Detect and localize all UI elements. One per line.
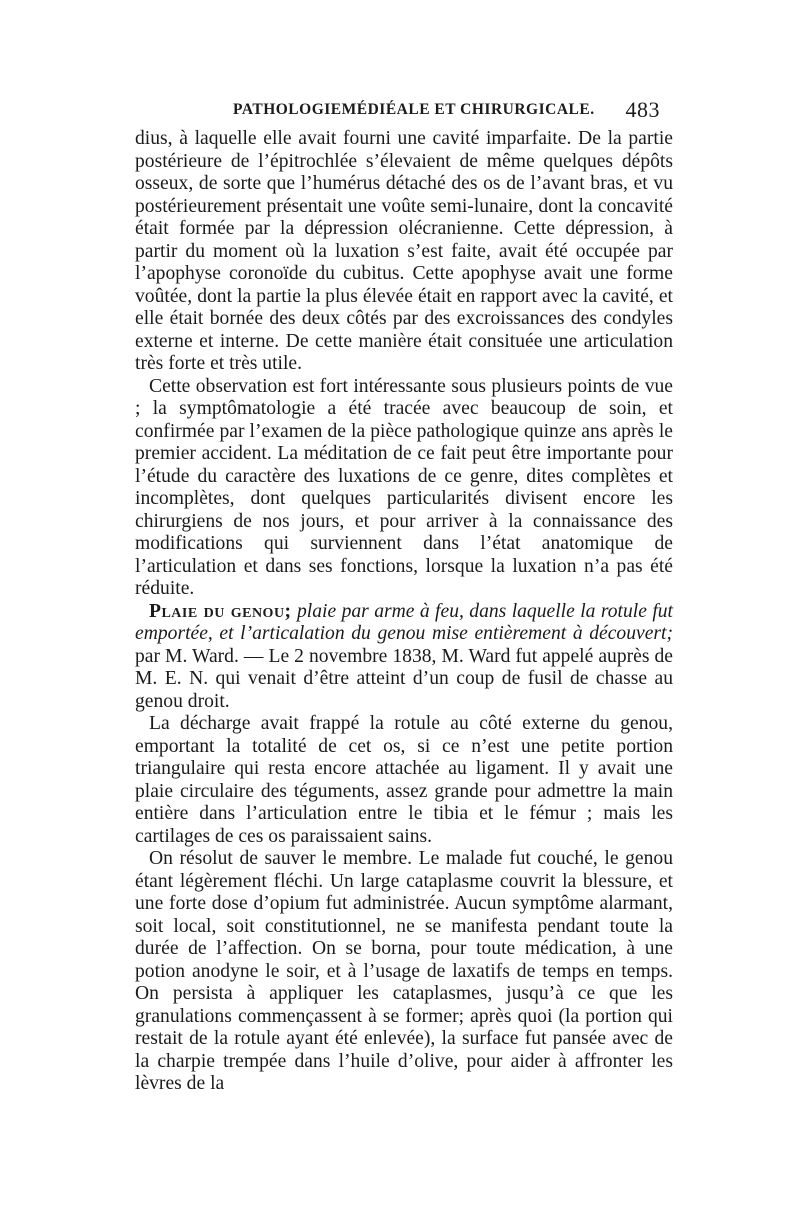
paragraph: Cette observation est fort intéressante sous plusieurs points de vue ; la symptômatologie a été tracée avec beaucoup de soin, et confirmée par l’examen de la pièce pathologique quinze ans après le premier accident. La méditation de ce fait peut être importante pour l’étude du caractère des luxations de ce genre, dites complètes et incomplètes, dont quelques particularités divisent encore les chirurgiens de nos jours, et pour arriver à la connaissance des modifications qui surviennent dans l’état anatomique de l’articulation et dans ses fonctions, lorsque la luxation n’a pas été réduite. xyxy=(135,375,673,599)
header-title: PATHOLOGIEMÉDIÉALE ET CHIRURGICALE. xyxy=(233,101,595,118)
page-number: 483 xyxy=(625,97,660,122)
paragraph: La décharge avait frappé la rotule au côté externe du genou, emportant la totalité de cet os, si ce n’est une petite portion triangulaire qui resta encore attachée au ligament. Il y avait une plaie circulaire des téguments, assez grande pour admettre la main entière dans l’articulation entre le tibia et le fémur ; mais les cartilages de ces os paraissaient sains. xyxy=(135,713,673,847)
paragraph: dius, à laquelle elle avait fourni une cavité imparfaite. De la partie postérieure de l’épitrochlée s’élevaient de même quelques dépôts osseux, de sorte que l’humérus détaché des os de l’avant bras, et vu postérieurement présentait une voûte semi-lunaire, dont la concavité était formée par la dépression olécranienne. Cette dépression, à partir du moment où la luxation s’est faite, avait été occupée par l’apophyse coronoïde du cubitus. Cette apophyse avait une forme voûtée, dont la partie la plus élevée était en rapport avec la cavité, et elle était bornée des deux côtés par des excroissances des condyles externe et interne. De cette manière était consituée une articulation très forte et très utile. xyxy=(135,128,673,374)
running-header xyxy=(135,97,660,121)
case-paragraph xyxy=(135,601,673,714)
case-label: Plaie du genou; xyxy=(149,600,292,622)
paragraph: On résolut de sauver le membre. Le malade fut couché, le genou étant légèrement fléchi. Un large cataplasme couvrit la blessure, et une forte dose d’opium fut administrée. Aucun symptôme alarmant, soit local, soit constitutionnel, ne se manifesta pendant toute la durée de l’affection. On se borna, pour toute médication, à une potion anodyne le soir, et à l’usage de laxatifs de temps en temps. On persista à appliquer les cataplasmes, jusqu’à ce que les granulations commençassent à se former; après quoi (la portion qui restait de la rotule ayant été enlevée), la surface fut pansée avec de la charpie trempée dans l’huile d’olive, pour aider à affronter les lèvres de la xyxy=(135,848,673,1094)
case-title: plaie par arme à feu, dans laquelle la rotule fut emportée, et l’articalation du genou mise entièrement à découvert; xyxy=(135,600,674,644)
body-text xyxy=(135,128,673,1096)
case-text: par M. Ward. — Le 2 novembre 1838, M. Ward fut appelé auprès de M. E. N. qui venait d’être atteint d’un coup de fusil de chasse au genou droit. xyxy=(135,645,673,712)
